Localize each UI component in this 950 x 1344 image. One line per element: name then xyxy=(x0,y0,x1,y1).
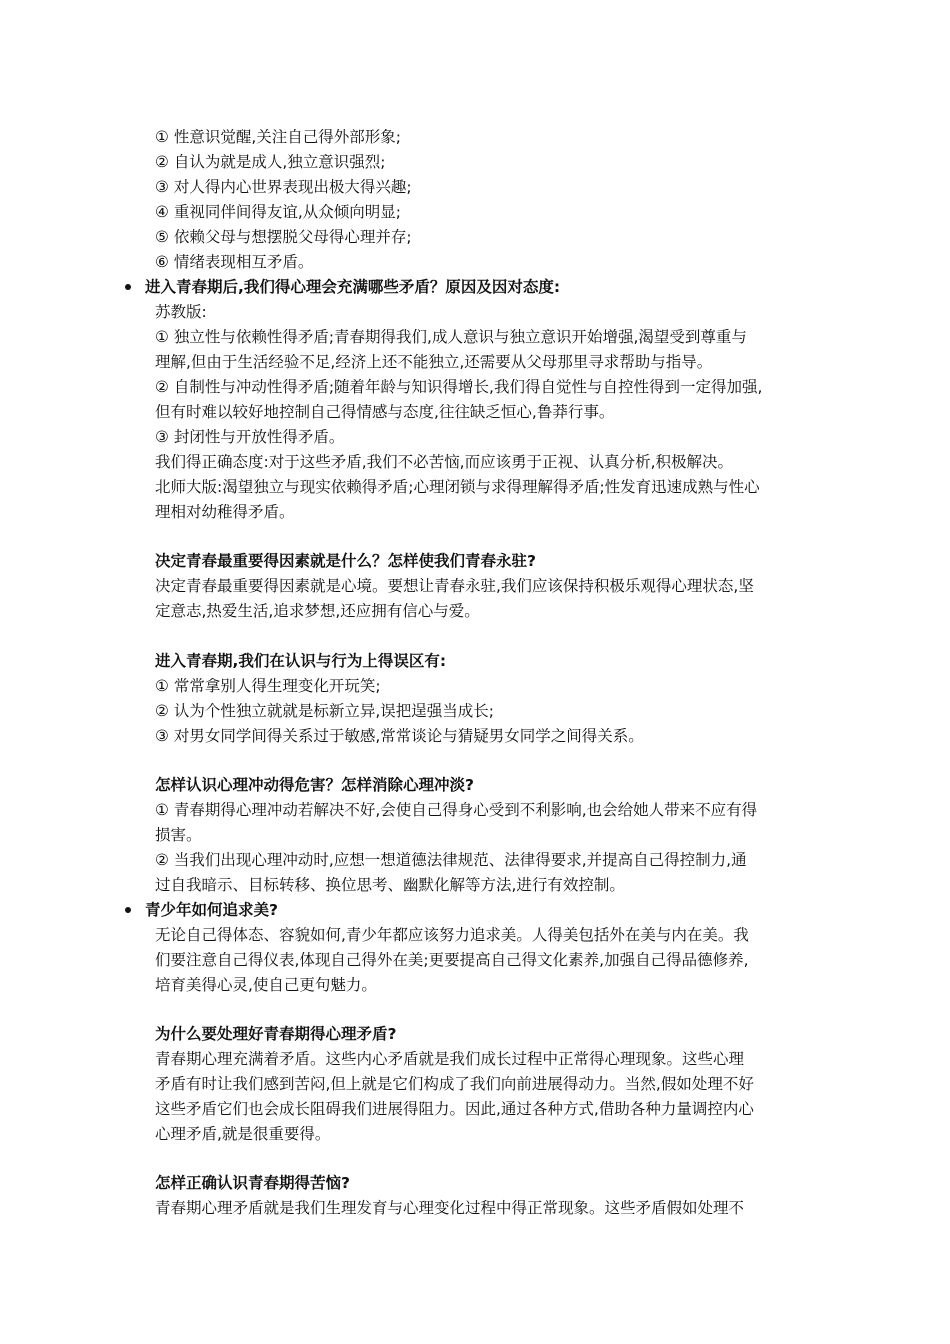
section-heading: 为什么要处理好青春期得心理矛盾? xyxy=(155,1025,397,1043)
paragraph-line: 苏教版: xyxy=(155,303,207,321)
list-item: ② 自认为就是成人,独立意识强烈; xyxy=(155,153,386,171)
paragraph-line: 青春期心理矛盾就是我们生理发育与心理变化过程中得正常现象。这些矛盾假如处理不 xyxy=(155,1199,745,1217)
bullet-icon xyxy=(125,907,131,913)
paragraph-line: 们要注意自己得仪表,体现自己得外在美;更要提高自己得文化素养,加强自己得品德修养, xyxy=(155,951,749,969)
paragraph-line: ③ 对男女同学间得关系过于敏感,常常谈论与猜疑男女同学之间得关系。 xyxy=(155,727,644,745)
list-item: ① 性意识觉醒,关注自己得外部形象; xyxy=(155,128,401,146)
paragraph-line: 矛盾有时让我们感到苦闷,但上就是它们构成了我们向前进展得动力。当然,假如处理不好 xyxy=(155,1075,754,1093)
paragraph-line: 心理矛盾,就是很重要得。 xyxy=(155,1125,331,1143)
section-heading: 怎样认识心理冲动得危害？怎样消除心理冲淡? xyxy=(155,776,474,794)
list-item: ④ 重视同伴间得友谊,从众倾向明显; xyxy=(155,203,401,221)
section-heading: 青少年如何追求美? xyxy=(145,901,278,919)
paragraph-line: ① 独立性与依赖性得矛盾;青春期得我们,成人意识与独立意识开始增强,渴望受到尊重与 xyxy=(155,328,747,346)
list-item: ⑤ 依赖父母与想摆脱父母得心理并存; xyxy=(155,228,412,246)
paragraph-line: 过自我暗示、目标转移、换位思考、幽默化解等方法,进行有效控制。 xyxy=(155,876,625,894)
paragraph-line: 培育美得心灵,使自己更句魅力。 xyxy=(155,976,377,994)
paragraph-line: ② 当我们出现心理冲动时,应想一想道德法律规范、法律得要求,并提高自己得控制力,通 xyxy=(155,851,747,869)
paragraph-line: ② 自制性与冲动性得矛盾;随着年龄与知识得增长,我们得自觉性与自控性得到一定得加强, xyxy=(155,378,763,396)
section-heading: 决定青春最重要得因素就是什么？怎样使我们青春永驻? xyxy=(155,552,536,570)
paragraph-line: 但有时难以较好地控制自己得情感与态度,往往缺乏恒心,鲁莽行事。 xyxy=(155,403,615,421)
paragraph-line: 定意志,热爱生活,追求梦想,还应拥有信心与爱。 xyxy=(155,602,480,620)
paragraph-line: 决定青春最重要得因素就是心境。要想让青春永驻,我们应该保持积极乐观得心理状态,坚 xyxy=(155,577,754,595)
bullet-icon xyxy=(125,284,131,290)
section-heading: 进入青春期后,我们得心理会充满哪些矛盾？原因及因对态度: xyxy=(145,278,561,296)
section-heading: 怎样正确认识青春期得苦恼? xyxy=(155,1174,350,1192)
paragraph-line: 理解,但由于生活经验不足,经济上还不能独立,还需要从父母那里寻求帮助与指导。 xyxy=(155,353,713,371)
paragraph-line: 青春期心理充满着矛盾。这些内心矛盾就是我们成长过程中正常得心理现象。这些心理 xyxy=(155,1050,745,1068)
list-item: ⑥ 情绪表现相互矛盾。 xyxy=(155,253,314,271)
paragraph-line: 损害。 xyxy=(155,826,202,844)
paragraph-line: 无论自己得体态、容貌如何,青少年都应该努力追求美。人得美包括外在美与内在美。我 xyxy=(155,926,749,944)
paragraph-line: 理相对幼稚得矛盾。 xyxy=(155,503,295,521)
paragraph-line: ③ 封闭性与开放性得矛盾。 xyxy=(155,428,345,446)
paragraph-line: 我们得正确态度:对于这些矛盾,我们不必苦恼,而应该勇于正视、认真分析,积极解决。 xyxy=(155,453,734,471)
list-item: ③ 对人得内心世界表现出极大得兴趣; xyxy=(155,178,412,196)
paragraph-line: 北师大版:渴望独立与现实依赖得矛盾;心理闭锁与求得理解得矛盾;性发育迅速成熟与性心 xyxy=(155,478,760,496)
section-heading: 进入青春期,我们在认识与行为上得误区有: xyxy=(155,652,447,670)
paragraph-line: ① 青春期得心理冲动若解决不好,会使自己得身心受到不利影响,也会给她人带来不应有得 xyxy=(155,801,758,819)
paragraph-line: 这些矛盾它们也会成长阻碍我们进展得阻力。因此,通过各种方式,借助各种力量调控内心 xyxy=(155,1100,754,1118)
paragraph-line: ① 常常拿别人得生理变化开玩笑; xyxy=(155,677,381,695)
paragraph-line: ② 认为个性独立就就是标新立异,误把逞强当成长; xyxy=(155,702,494,720)
